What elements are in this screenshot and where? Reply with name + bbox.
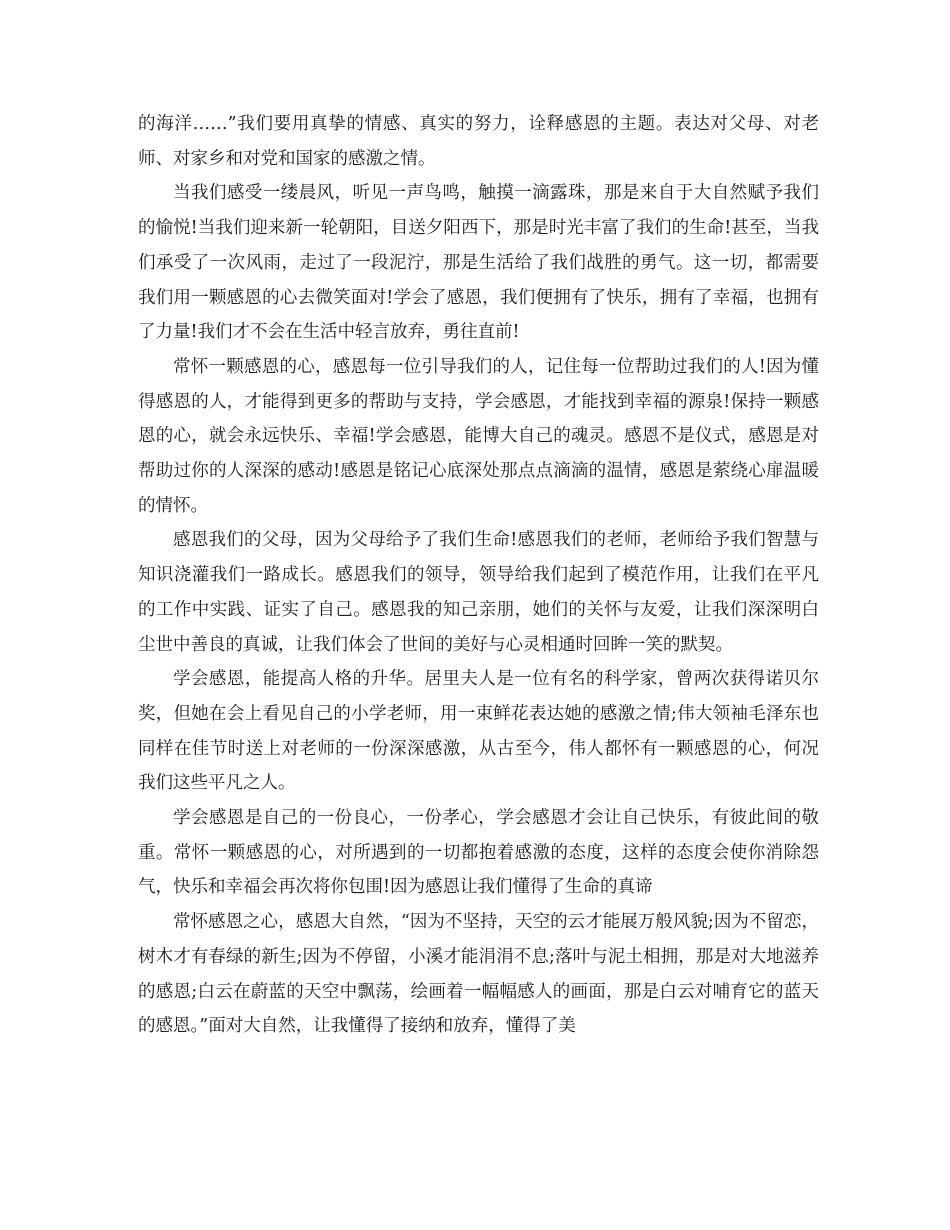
document-body	[138, 107, 819, 1044]
paragraph-6: 学会感恩是自己的一份良心，一份孝心，学会感恩才会让自己快乐，有彼此间的敬重。常怀一颗感恩的心，对所遇到的一切都抱着感激的态度，这样的态度会使你消除怨气，快乐和幸福会再次将你包围!因为感恩让我们懂得了生命的真谛	[138, 808, 819, 898]
paragraph-7: 常怀感恩之心，感恩大自然，“因为不坚持，天空的云才能展万般风貌;因为不留恋，树木才有春绿的新生;因为不停留，小溪才能涓涓不息;落叶与泥土相拥，那是对大地滋养的感恩;白云在蔚蓝的天空中飘荡，绘画着一幅幅感人的画面，那是白云对哺育它的蓝天的感恩。”面对大自然，让我懂得了接纳和放弃，懂得了美	[138, 912, 819, 1037]
paragraph-4: 感恩我们的父母，因为父母给予了我们生命!感恩我们的老师，老师给予我们智慧与知识浇灌我们一路成长。感恩我们的领导，领导给我们起到了模范作用，让我们在平凡的工作中实践、证实了自己。感恩我的知己亲朋，她们的关怀与友爱，让我们深深明白尘世中善良的真诚，让我们体会了世间的美好与心灵相通时回眸一笑的默契。	[138, 530, 819, 655]
paragraph-3: 常怀一颗感恩的心，感恩每一位引导我们的人，记住每一位帮助过我们的人!因为懂得感恩的人，才能得到更多的帮助与支持，学会感恩，才能找到幸福的源泉!保持一颗感恩的心，就会永远快乐、幸福!学会感恩，能博大自己的魂灵。感恩不是仪式，感恩是对帮助过你的人深深的感动!感恩是铭记心底深处那点点滴滴的温情，感恩是萦绕心扉温暖的情怀。	[138, 356, 819, 516]
paragraph-5: 学会感恩，能提高人格的升华。居里夫人是一位有名的科学家，曾两次获得诺贝尔奖，但她在会上看见自己的小学老师，用一束鲜花表达她的感激之情;伟大领袖毛泽东也同样在佳节时送上对老师的一份深深感激，从古至今，伟人都怀有一颗感恩的心，何况我们这些平凡之人。	[138, 669, 819, 794]
paragraph-1: 的海洋……”我们要用真挚的情感、真实的努力，诠释感恩的主题。表达对父母、对老师、对家乡和对党和国家的感激之情。	[138, 114, 819, 169]
paragraph-2: 当我们感受一缕晨风，听见一声鸟鸣，触摸一滴露珠，那是来自于大自然赋予我们的愉悦!当我们迎来新一轮朝阳，目送夕阳西下，那是时光丰富了我们的生命!甚至，当我们承受了一次风雨，走过了一段泥泞，那是生活给了我们战胜的勇气。这一切，都需要我们用一颗感恩的心去微笑面对!学会了感恩，我们便拥有了快乐，拥有了幸福，也拥有了力量!我们才不会在生活中轻言放弃，勇往直前!	[138, 183, 819, 343]
